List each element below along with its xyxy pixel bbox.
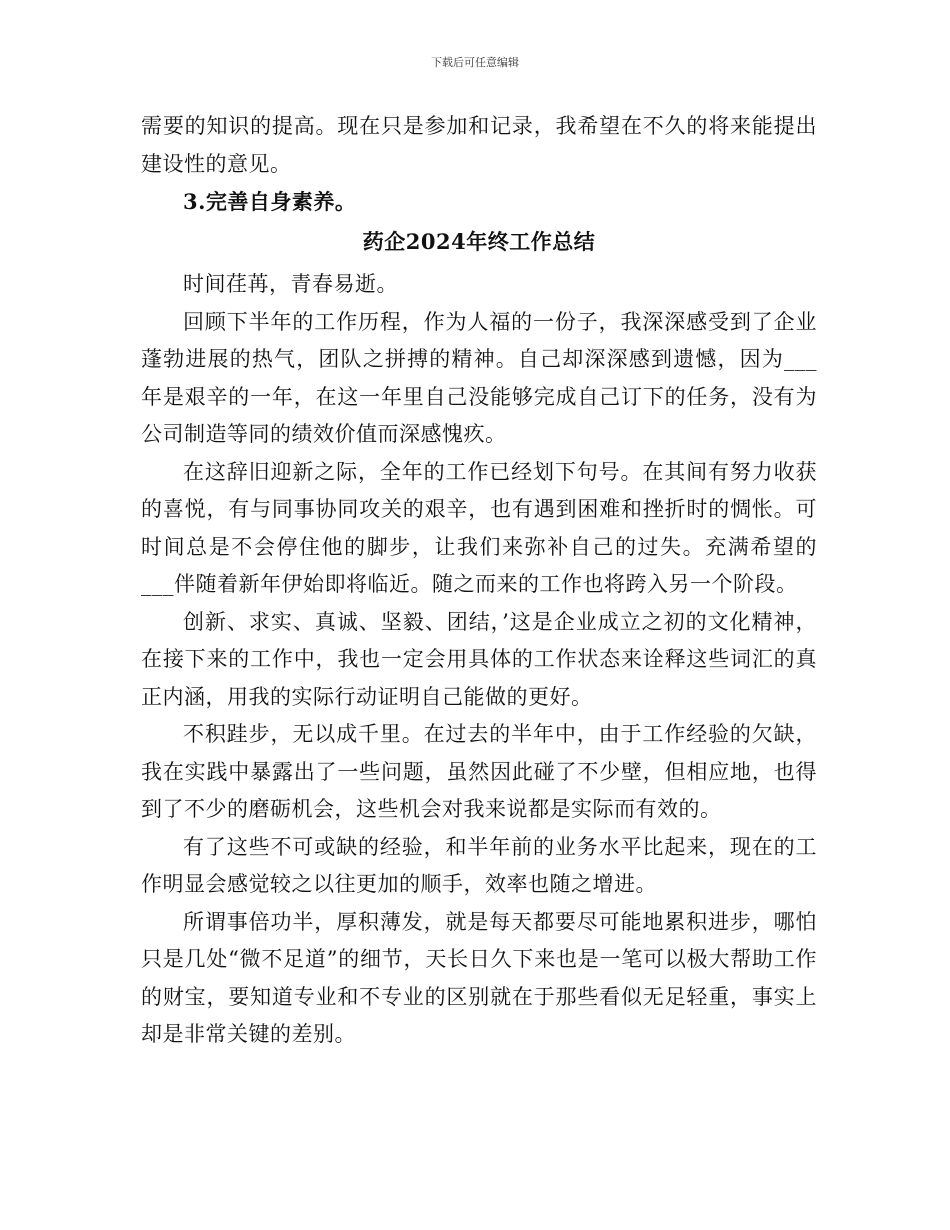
lead-paragraph: 需要的知识的提高。现在只是参加和记录，我希望在不久的将来能提出建设性的意见。 — [141, 114, 817, 176]
paragraph: 在这辞旧迎新之际，全年的工作已经划下句号。在其间有努力收获的喜悦，有与同事协同攻关的艰辛，也有遇到困难和挫折时的惆怅。可时间总是不会停住他的脚步，让我们来弥补自己的过失。充满希望的___伴随着新年伊始即将临近。随之而来的工作也将跨入另一个阶段。 — [141, 459, 817, 596]
paragraph: 创新、求实、真诚、坚毅、团结，’这是企业成立之初的文化精神，在接下来的工作中，我也一定会用具体的工作状态来诠释这些词汇的真正内涵，用我的实际行动证明自己能做的更好。 — [141, 609, 817, 709]
section-heading: 3.完善自身素养。 — [183, 189, 357, 214]
paragraph: 回顾下半年的工作历程，作为人福的一份子，我深深感受到了企业蓬勃进展的热气，团队之拼搏的精神。自己却深深感到遗憾，因为___年是艰辛的一年，在这一年里自己没能够完成自己订下的任务，没有为公司制造等同的绩效价值而深感愧疚。 — [141, 309, 817, 446]
paragraph: 所谓事倍功半，厚积薄发，就是每天都要尽可能地累积进步，哪怕只是几处“微不足道”的细节，天长日久下来也是一笔可以极大帮助工作的财宝，要知道专业和不专业的区别就在于那些看似无足轻重，事实上却是非常关键的差别。 — [141, 909, 817, 1046]
document-title: 药企2024年终工作总结 — [362, 228, 596, 254]
paragraph: 不积跬步，无以成千里。在过去的半年中，由于工作经验的欠缺，我在实践中暴露出了一些问题，虽然因此碰了不少壁，但相应地，也得到了不少的磨砺机会，这些机会对我来说都是实际而有效的。 — [141, 722, 817, 821]
header-note: 下载后可任意编辑 — [431, 56, 519, 69]
document-body — [141, 108, 817, 1054]
paragraph: 有了这些不可或缺的经验，和半年前的业务水平比起来，现在的工作明显会感觉较之以往更加的顺手，效率也随之增进。 — [141, 834, 817, 896]
paragraph: 时间荏苒，青春易逝。 — [183, 272, 398, 296]
